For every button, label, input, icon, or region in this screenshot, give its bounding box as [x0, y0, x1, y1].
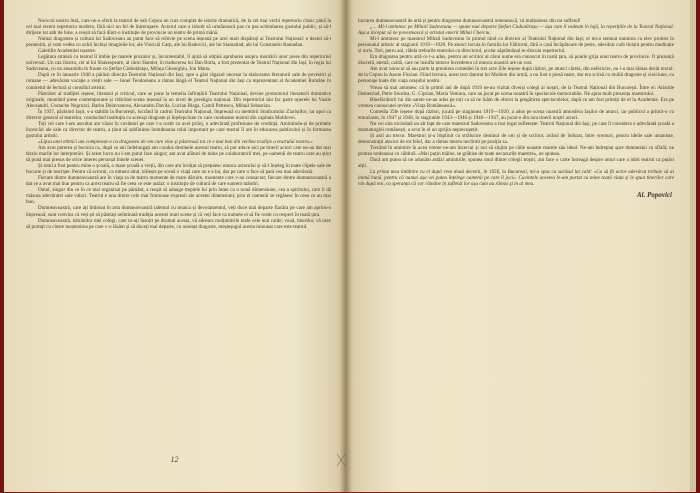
paragraph: Dacă am putea să ne adunăm astăzi amintirile, spunea unul dintre colegii noștri, am face o carte întreagă despre omul care a iubit teatrul ca puțini alții. — [358, 157, 674, 170]
paragraph: După ce în ianuarie 1940 a părăsit direcția Teatrului Național din Iași, spre a găsi răgazul necesar la elaborarea literaturii sale de povestiri și romane — adevărata vocație a vieții sale — Ionel Teodoreanu a rămas lângă el Teatrul Național din Iași ca reprezentant al Academiei Române în comitetul de lectură și consiliul artistic. — [26, 72, 331, 91]
paragraph: Fiecare dintre dumneavoastră are în viața sa de teatru momente de mare dăruire, momente care v-au consacrat; fiecare dintre dumneavoastră a dat ce a avut mai bun pentru ca acest teatru să fie ceea ce este astăzi: o instituție de cultură de care suntem mândri. — [26, 175, 331, 188]
page-edges — [690, 0, 696, 492]
paragraph: Mi-l amintesc pe maestrul Mihail Sadoveanu în primul rând ca director al Teatrului Național din Iași; el mi-a semnat numirea ca elev probist în personalul artistic al stagiunii 1919—1920. Pe atunci locuia în familia lui Fălticeni, fără o casă încăpătoare de peste, adevărat cuib liniștit pentru meditație și scris. Trei, petru ani, răbda treburile teatrului cu directorul, școlar săptămânal se discuta repertoriul. — [358, 36, 674, 55]
left-page-text — [26, 18, 331, 230]
paragraph: «Lipsa unei tehnici am compensat-o cu dragostea de om care vine și păstrează tot ce e mai bun din vechea tradiție a teatrului nostru.» — [38, 138, 313, 145]
paragraph: Galeriile Academiei noastre. — [38, 48, 97, 55]
paragraph: În 1937, părăsind Iașii, s-a stabilit la București, lucrând în cadrul Teatrului Național, împreună cu membrii Sindicatului Ziariștilor, iar apoi ca director general al teatrelor, conducând instituția cu aceeași dragoste și înțelepciune cu care condusese teatrul din capitala Moldovei. — [26, 108, 331, 121]
left-page — [4, 0, 345, 492]
book-gutter — [340, 0, 352, 492]
right-page-text — [358, 18, 674, 199]
paragraph: Binefăcătorii lui din satele ne-au adus pe toți ca să ne luăm de obicei la pregătirea spectacolelor, după ce am fost primiți de el la Academie. Era pe vremea cunoscutei reviste «Viața Românească». — [358, 96, 674, 109]
paragraph: Păstrător al tradiției ieșene, literatul și criticul, care se pune la temelia înființării Teatrului Național, devine promotorul literaturii dramatice originale, montând piese contemporane și ridicând scena ieșeană la un nivel de prestigiu național. Din repertoriul său fac parte operele lui Vasile Alecsandri, Costache Negruzzi, Barbu Delavrancea, Alexandru Davila, Lucian Blaga, Camil Petrescu, Mihail Sebastian. — [26, 90, 331, 109]
paragraph: Vreau să mai amintesc că în primii ani de după 1919 ne-au vizitat diverși colegi ai noștri, de la Teatrul Național din București. Între ei: Aristide Demetriad, Petre Sturdza, G. Ciprian, Maria Ventura, care au jucat pe scena noastră în spectacole memorabile. Ne ajuta mult prezența maestrului. — [358, 84, 674, 97]
paragraph: Legătura strânsă cu teatrul îl îmbie pe marele prozator și, încontestabil, îl ajută să obțină aprobarea asupra montării unor piese din repertoriul universal. Un caz ilustru, cel al lui Shakespeare, al cărui Hamlet, în traducerea lui Dan Botta, a fost prezentat de Teatrul Național din Iași, în regia lui Sadoveanu, cu un ansamblu în frunte cu Ștefan Ciubotărașu, Miluța Gheorghiu, Ion Manu. — [26, 54, 331, 73]
paragraph: Comedia Zile ieșene după război, jucată pe stagiunea 1919—1920, a adus pe scena noastră atmosfera Iașilor de atunci, iar publicul a primit-o cu entuziasm, în 1947 și 1948, în stagiunile 1943—1946 și 1946—1947, au jucat-o din nou tinerii noștri actori. — [358, 108, 674, 121]
paragraph: Am avut norocul să iau parte la premiera comediei în trei acte Zile ieșene după război, pe atunci căreia, din nefericire, nu i-a mai rămas decât textul: de la Copou la Aaron Florian. Fiind lectura, acest text datorat lui Moliere din urmă, a nu fost o piesă mare, dar era scrisă cu multă dragoste și vioiciune, cu personaje luate din viața orașului nostru. — [358, 66, 674, 85]
book-spread — [4, 0, 696, 492]
page-number: 12 — [170, 455, 179, 464]
paragraph: Numai dragostea și cultura lui Sadoveanu au putut face să reînvie pe scena ieșeană pe acei mari dispăruți ai Teatrului Național: e destul să-i pomenim, și vom vedea cu ochii închiși imaginile lor, ale Vioricăi Carp, ale lui Radovici, ale lui Stamatiad, ale lui Constantin Ramadan. — [26, 36, 331, 49]
right-page — [345, 0, 696, 492]
paragraph: Și anii au trecut. Maestrul și-a împlinit cu strălucire destinul de om și de scriitor, având de îndurat, între vremuri, pentru ideile sale umaniste, demonstrații atacuri de tot felul, dar a rămas mereu neclintit pe poziția sa. — [358, 132, 674, 145]
paragraph: Norocul nostru însă, care ne-a oferit la teatrul de sub Copou un curs complet de istorie dramatică, de la cel mai vechi repertoriu clasic până la cel mai recent repertoriu modern, fără nici un fel de întrerupere. Actorul care a izbutit să urmărească pas cu pas schimbarea gustului public, și să-l dirijeze tot atât de bine, a reușit să facă dintr-o instituție de provincie un teatru de primă mână. — [26, 18, 331, 37]
paragraph: Am avut puterea și bucuria ca, după ce ani îndelungați am condus destinele acestui teatru, să pot aduce aici pe tinerii actori care ne-au dat mai târziu marile lor interpretări. Și acest lucru nu l-am putut face singur; am avut alături de mine pe colaboratorii mei, pe oamenii de teatru care au știut să pună mai presus de orice interes personal binele scenei. — [26, 144, 331, 164]
paragraph: „... Mi-l amintesc pe Mihail Sadoveanu — spune mai departe Ștefan Ciubotărașu — așa cum îl vedeam în lojă, la repetițiile de la Teatrul Național. Așa a început să ne povestească și artistul emerit Mihai Cherciu. — [358, 24, 674, 37]
spine-stitch-icon — [335, 452, 347, 468]
paragraph: Nu vei uita niciodată un alt fapt de care maestrul Sadoveanu a fost legat sufletește: Teatrul Național din Iași, pe care îl considera o adevărată școală a dramaturgiei românești, a avut în el un sprijin neprecupețit. — [358, 120, 674, 133]
paragraph: Omul, singur din ce în ce mai organizat pe pământ, a reușit să adauge treptele lui prin lume cu o nouă dimensiune, cea a spiritului, care îi dă măsura adevăratei sale valori. Teatrul e una dintre cele mai frumoase expresii ale acestei dimensiuni; prin el oamenii se regăsesc în ceea ce au mai bun. — [26, 187, 331, 206]
paragraph: Trecând în amintire în acea vreme ne-am încercat și noi să slujim pe căile noastre marele său ideal. Ne-am îndreptat spre dumnealui cu sfială; ne primea totdeauna cu căldură. «Mai puțin mâine, se grăbise de toate necazurile maestre», ne spunea. — [358, 144, 674, 158]
paragraph: Și totul a fost pentru mine o școală, o mare școală a vieții, din care am învățat să prețuiesc munca actorului și să-l înțeleg în toate clipele sale de bucurie și de restriște. Pentru că actorul, ca nimeni altul, trăiește pe scenă o viață care nu e a lui, dar pe care o face să pară cea mai adevărată. — [26, 163, 331, 176]
paragraph: Era dragostea pentru artă ce l-a adus, pentru un scriitor al cărui nume era cunoscut în toată țara, să poarte grija unui teatru de provincie. O prezență discretă, atentă, caldă, care ne insufla tuturor încrederea că munca noastră are un rost. — [358, 54, 674, 67]
paragraph: Dumneavoastră, bătrânilor mei colegi, care m-ați însoțit pe drumul acesta, vă adresez mulțumirile mele cele mai calde; vouă, tinerilor, vă urez să purtați cu cinste moștenirea pe care v-o lăsăm și să duceți mai departe, cu aceeași dragoste, meșteșugul acesta minunat care este teatrul. — [26, 217, 331, 230]
paragraph: lucrarea dumneavoastră de artă și pentru dragostea dumneavoastră omenească, vă mulțumesc din tot sufletul! — [358, 18, 581, 24]
paragraph: Dumneavoastră, care ați îmbinat în arta dumneavoastră talentul cu munca și devotamentul, veți duce mai departe flacăra pe care am aprins-o împreună; sunt convins că veți ști să păstrați neîntinată tradiția acestei mari scene și că veți face ca numele ei să fie rostit cu respect în toată țara. — [26, 205, 331, 218]
paragraph: Toți cei care l-am ascultat am văzut în cuvântul pe care l-a rostit cu acel prilej, o adevărată profesiune de credință. Amintindu-și de primele încercări ale sale ca director de teatru, a ținut să sublinieze întotdeauna rolul important pe care teatrul îl are în educarea publicului și în formarea gustului artistic. — [26, 120, 331, 139]
closing-quote: La prima mea întâlnire cu el după vreo două decenii, în 1956, la București, mi-a spus cu surâsul lui cald: «Ca să fii actor adevărat trebuie să ai inimă bună, pentru că numai așa vei putea înțelege oamenii pe care îi joci». Cuvintele acestea le-am purtat cu mine toată viața și le spun tinerilor care vin după noi, cu speranța că vor rămâne în sufletul lor așa cum au rămas și în al meu. — [358, 169, 674, 188]
author-signature: Al. Popovici — [637, 191, 672, 200]
